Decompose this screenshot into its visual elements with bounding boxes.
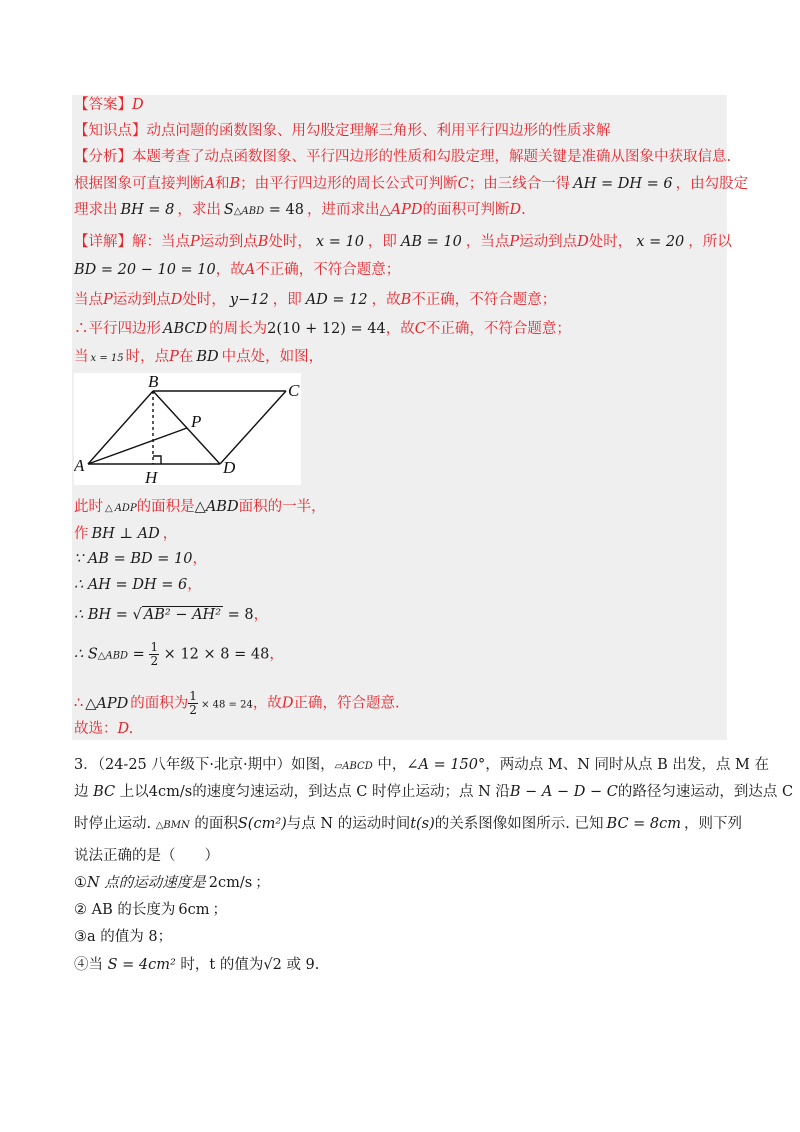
label-B: B	[229, 176, 241, 192]
analysis-text-2a: 根据图象可直接判断	[74, 176, 205, 192]
detail-tag: 【详解】	[74, 234, 132, 250]
eq-therefore1: ∴ AH = DH = 6	[74, 577, 188, 593]
label-P4: P	[169, 349, 179, 365]
detail-1b: 运动到点	[199, 234, 258, 250]
fig-label-D: D	[223, 458, 236, 477]
frac-den: 2	[150, 654, 159, 668]
analysis-text-2c: ；由平行四边形的周长公式可判断	[240, 176, 458, 192]
eq-therefore3-sub: △ABD	[97, 650, 129, 662]
analysis-text-3c: ，进而求出	[306, 202, 380, 218]
detail-2b: 不正确，不符合题意；	[255, 262, 401, 278]
frac-num: 1	[150, 640, 159, 654]
after-line-2	[74, 524, 177, 544]
after-6c: ，故	[252, 695, 282, 712]
eq-because: ∵ AB = BD = 10	[74, 551, 193, 567]
fig-label-H: H	[145, 468, 158, 485]
eq-area: × 48 = 24	[197, 699, 253, 711]
detail-3d: ，即	[272, 292, 302, 308]
o4a: ④当	[74, 957, 108, 973]
question-line-1	[74, 755, 769, 777]
q-l1e: ，两动点 M、N 同时从点 B 出发，点 M 在	[485, 757, 769, 773]
q-l3d: S(cm²)	[237, 816, 287, 832]
label-P2: P	[509, 234, 520, 250]
eq-ABD-tri: △ABD	[194, 499, 239, 515]
detail-5c: 在	[178, 349, 194, 365]
detail-4b: 的周长为	[209, 321, 268, 337]
question-line-4	[74, 846, 219, 866]
after-line-6	[74, 641, 284, 668]
answer-value: D	[132, 97, 144, 113]
label-D4: D	[281, 695, 294, 712]
analysis-line-1	[74, 147, 731, 167]
q-l2c: 上以	[115, 784, 149, 800]
label-B2: B	[257, 234, 269, 250]
label-A: A	[204, 176, 215, 192]
comma-3: ，	[187, 577, 202, 593]
knowledge-line	[74, 121, 611, 141]
answer-tag: 【答案】	[74, 97, 132, 113]
o4e: 或 9.	[281, 957, 320, 973]
analysis-text-2b: 和	[214, 176, 230, 192]
question-line-2	[74, 782, 793, 802]
detail-2a: ，故	[215, 262, 245, 278]
q-l3f: t(s)	[410, 816, 435, 832]
q-l1c: 中，	[372, 757, 407, 773]
o1c: 2cm/s	[208, 875, 253, 891]
after-6b: 的面积为	[130, 695, 189, 712]
eq-ABCD: ABCD	[163, 321, 208, 337]
o2b: 6cm	[178, 902, 210, 918]
detail-3f: 不正确，不符合题意；	[411, 292, 557, 308]
detail-3b: 运动到点	[112, 292, 171, 308]
after-1a: 此时	[74, 499, 103, 515]
eq-BH-8: BH = 8	[120, 202, 175, 218]
eq-AH-DH-6: AH = DH = 6	[573, 176, 673, 192]
detail-1f: 运动到点	[519, 234, 578, 250]
comma-5: ，	[269, 646, 284, 663]
after-6d: 正确，符合题意.	[293, 695, 400, 712]
q-l3a: 时停止运动.	[74, 816, 156, 832]
q-l2f: B − A − D − C	[509, 784, 618, 800]
detail-1g: 处时，	[588, 234, 633, 250]
analysis-line-2	[74, 174, 748, 194]
detail-3a: 当点	[74, 292, 103, 308]
q-l1: 3．（24-25 八年级下·北京·期中）如图，	[74, 757, 335, 773]
eq-BD: BD = 20 − 10 = 10	[74, 262, 216, 278]
after-line-7	[74, 690, 400, 717]
detail-line-2	[74, 260, 400, 280]
o4d: √2	[263, 957, 282, 973]
q-l3i: ，则下列	[684, 816, 742, 832]
eq-therefore3c: × 12 × 8 = 48	[159, 646, 270, 663]
q-l2g: 的路径匀速运动，到达点 C	[617, 784, 794, 800]
o4c: 时，t 的值为	[175, 957, 264, 973]
comma-1: ，	[162, 526, 178, 542]
label-C3: C	[414, 321, 426, 337]
analysis-text-3b: ，求出	[177, 202, 221, 218]
after-line-3	[74, 549, 207, 569]
parallelogram-figure	[74, 373, 301, 485]
q-l2d: 4cm/s	[148, 784, 193, 800]
after-line-5: ∴ BH = √ AB² − AH² = 8，	[74, 607, 269, 623]
eq-perimeter: 2(10 + 12) = 44	[267, 321, 386, 337]
q-l2e: 的速度匀速运动，到达点 C 时停止运动；点 N 沿	[192, 784, 510, 800]
label-D2: D	[577, 234, 589, 250]
after-1c: 面积的一半，	[238, 499, 326, 515]
option-1	[74, 873, 270, 893]
analysis-text-3a: 理求出	[74, 202, 118, 218]
analysis-text-2e: ，由勾股定	[675, 176, 749, 192]
q-l1b: ▱ABCD	[334, 761, 373, 772]
analysis-tag: 【分析】	[74, 149, 132, 165]
knowledge-tag: 【知识点】	[74, 123, 147, 139]
final-line	[74, 719, 133, 739]
comma-2: ，	[192, 551, 207, 567]
detail-5b: 时，点	[125, 349, 170, 365]
fig-label-A: A	[74, 456, 85, 475]
option-3	[74, 927, 172, 947]
segment-AP	[88, 428, 187, 464]
label-P: P	[190, 234, 200, 250]
fig-label-B: B	[148, 373, 159, 391]
eq-S-rest: = 48	[264, 202, 304, 218]
eq-therefore2b: = 8	[223, 607, 254, 623]
eq-sqrt: AB² − AH²	[143, 607, 222, 623]
q-l2b: BC	[93, 784, 116, 800]
eq-x15: x = 15	[90, 353, 124, 364]
label-P3: P	[103, 292, 113, 308]
eq-BH-perp: BH ⊥ AD	[91, 526, 160, 542]
tri-APD: △APD	[379, 202, 423, 218]
fraction-half	[149, 641, 159, 668]
q-l1d: ∠A = 150°	[406, 757, 486, 773]
o1d: ；	[255, 875, 270, 891]
after-line-1: 此时 △ ADP的面积是△ABD面积的一半，	[74, 499, 326, 515]
detail-4d: 不正确，不符合题意；	[425, 321, 571, 337]
q-l4: 说法正确的是（ ）	[74, 848, 219, 864]
label-A3: A	[244, 262, 256, 278]
analysis-text-1: 本题考查了动点函数图象、平行四边形的性质和勾股定理，解题关键是准确从图象中获取信息.	[132, 149, 732, 165]
detail-5a: 当	[74, 349, 89, 365]
tri-APD-2: △APD	[85, 695, 129, 712]
o2c: ；	[212, 902, 227, 918]
eq-y12: y−12	[229, 292, 269, 308]
detail-line-1	[74, 232, 732, 252]
detail-3c: 处时，	[182, 292, 226, 308]
detail-line-4	[74, 319, 571, 339]
q-l3g: 的关系图像如图所示. 已知	[434, 816, 604, 832]
figure-svg	[74, 373, 301, 485]
detail-1e: ，当点	[465, 234, 510, 250]
after-6a: ∴	[74, 695, 84, 712]
final-text: 故选：	[74, 721, 118, 737]
eq-S: S	[223, 202, 234, 218]
detail-3e: ，故	[371, 292, 401, 308]
option-2	[74, 900, 227, 920]
answer-line	[74, 95, 144, 115]
detail-5d: 中点处，如图，	[221, 349, 324, 365]
eq-AD12: AD = 12	[305, 292, 368, 308]
o1b: N 点的运动速度是	[87, 875, 206, 891]
eq-S-sub: △ABD	[233, 206, 265, 217]
q-l3b: △BMN	[155, 820, 190, 831]
q-l3c: 的面积	[189, 816, 238, 832]
detail-1a: 解：当点	[132, 234, 190, 250]
q-l2a: 边	[74, 784, 94, 800]
o1a: ①	[74, 875, 87, 891]
o3: ③a 的值为 8；	[74, 929, 173, 945]
eq-therefore3b: =	[128, 646, 150, 663]
edge-CD	[220, 391, 286, 464]
detail-1c: 处时，	[268, 234, 312, 250]
analysis-text-3d: 的面积可判断	[422, 202, 510, 218]
fig-label-P: P	[191, 412, 202, 431]
eq-therefore3a: ∴ S	[74, 646, 98, 663]
frac-den-2: 2	[189, 703, 197, 717]
label-D: D	[509, 202, 522, 218]
knowledge-text: 动点问题的函数图象、用勾股定理解三角形、利用平行四边形的性质求解	[146, 123, 611, 139]
eq-therefore2a: ∴ BH =	[74, 607, 133, 623]
label-B3: B	[400, 292, 412, 308]
detail-4c: ，故	[385, 321, 415, 337]
after-2: 作	[74, 526, 89, 542]
label-C: C	[457, 176, 469, 192]
o2a: ② AB 的长度为	[74, 902, 176, 918]
period: .	[521, 202, 526, 218]
detail-line-5	[74, 347, 323, 369]
eq-ADP: ADP	[114, 503, 137, 514]
detail-4a: ∴平行四边形	[74, 321, 161, 337]
o4b: S = 4cm²	[107, 957, 176, 973]
eq-AB10: AB = 10	[400, 234, 462, 250]
q-l3h: BC = 8cm	[606, 816, 681, 832]
fig-label-C: C	[288, 381, 300, 400]
frac-num-2: 1	[189, 689, 197, 703]
label-D3: D	[170, 292, 183, 308]
fraction-half-2	[188, 690, 198, 717]
after-1b: 的面积是	[136, 499, 195, 515]
final-value: D.	[117, 721, 134, 737]
detail-1h: ，所以	[688, 234, 732, 250]
after-line-4	[74, 575, 202, 595]
option-4	[74, 955, 319, 975]
edge-AB	[88, 391, 153, 464]
detail-1d: ，即	[367, 234, 397, 250]
eq-x20: x = 20	[636, 234, 685, 250]
detail-line-3	[74, 290, 556, 310]
right-angle-mark	[153, 456, 161, 464]
eq-x10: x = 10	[315, 234, 364, 250]
eq-BD-seg: BD	[196, 349, 219, 365]
analysis-text-2d: ；由三线合一得	[468, 176, 571, 192]
question-line-3	[74, 814, 742, 836]
comma-4: ，	[253, 607, 269, 623]
analysis-line-3	[74, 200, 526, 222]
q-l3e: 与点 N 的运动时间	[286, 816, 411, 832]
